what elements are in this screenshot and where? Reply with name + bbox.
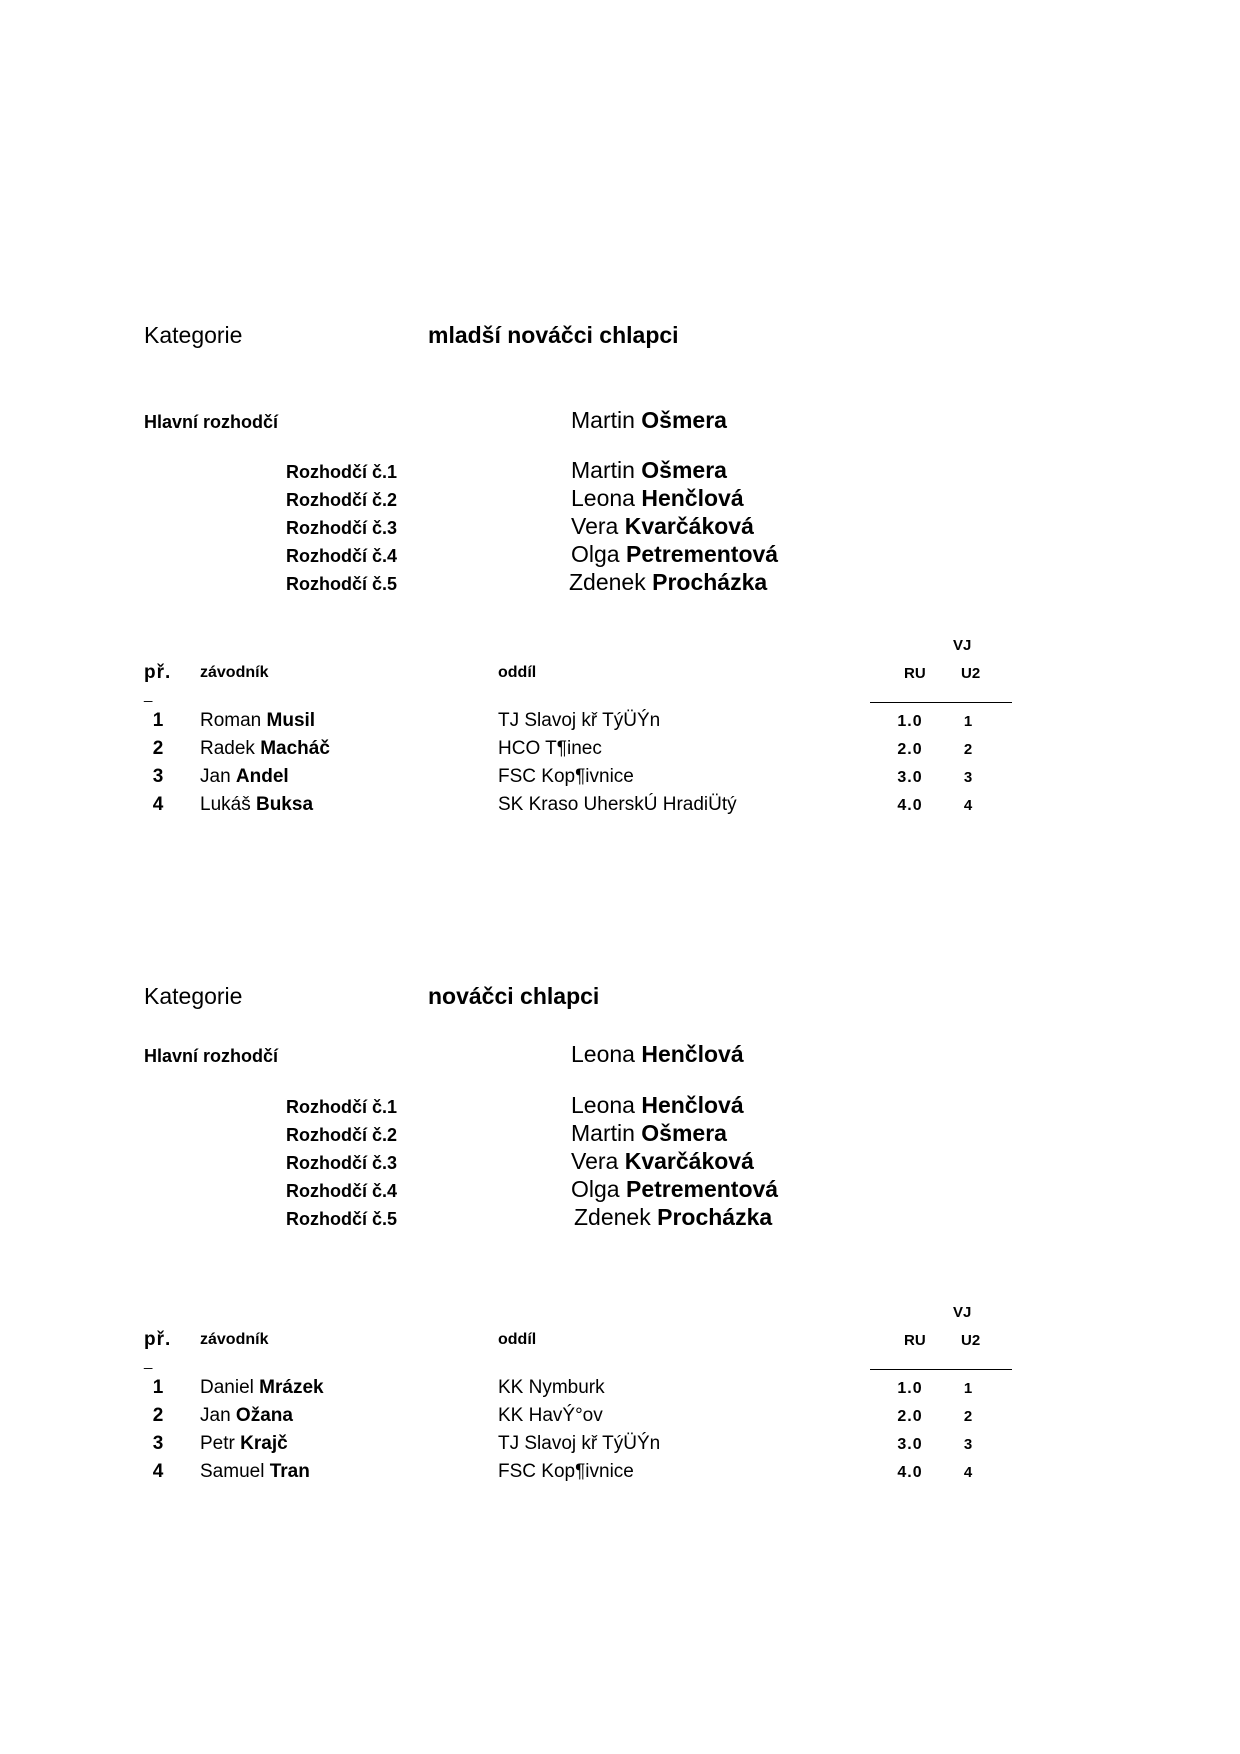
ru-header: RU bbox=[904, 1332, 926, 1349]
row-number: 1 bbox=[152, 1377, 164, 1398]
row-number: 2 bbox=[152, 1405, 164, 1426]
row-number: 1 bbox=[152, 710, 164, 731]
competitor-name: Roman Musil bbox=[200, 710, 316, 731]
poradi-header: př. bbox=[144, 1329, 172, 1350]
judge-name: Olga Petrementová bbox=[571, 1176, 779, 1202]
judge-label: Rozhodčí č.2 bbox=[286, 1125, 398, 1145]
ru-value: 1.0 bbox=[897, 1380, 923, 1397]
oddil-header: oddíl bbox=[498, 1331, 537, 1348]
club-name: SK Kraso UherskÚ HradiÜtý bbox=[498, 794, 737, 815]
judge-name: Olga Petrementová bbox=[571, 541, 779, 567]
vj-header: VJ bbox=[953, 637, 972, 654]
u2-value: 2 bbox=[963, 741, 973, 758]
oddil-header: oddíl bbox=[498, 664, 537, 681]
u2-value: 4 bbox=[963, 1464, 973, 1481]
kategorie-label: Kategorie bbox=[144, 983, 243, 1009]
row-number: 3 bbox=[152, 1433, 164, 1454]
club-name: HCO T¶inec bbox=[498, 738, 602, 759]
club-name: KK Nymburk bbox=[498, 1377, 605, 1398]
u2-value: 4 bbox=[963, 797, 973, 814]
ru-value: 2.0 bbox=[897, 1408, 923, 1425]
judge-label: Rozhodčí č.3 bbox=[286, 518, 398, 538]
row-number: 2 bbox=[152, 738, 164, 759]
judge-label: Rozhodčí č.1 bbox=[286, 462, 398, 482]
competitor-name: Daniel Mrázek bbox=[200, 1377, 324, 1398]
row-number: 4 bbox=[152, 794, 164, 815]
club-name: FSC Kop¶ivnice bbox=[498, 766, 634, 787]
competitor-name: Jan Andel bbox=[200, 766, 289, 787]
judge-label: Rozhodčí č.1 bbox=[286, 1097, 398, 1117]
judge-name: Vera Kvarčáková bbox=[571, 1148, 754, 1174]
judge-label: Rozhodčí č.5 bbox=[286, 1209, 398, 1229]
poradi-header: př. bbox=[144, 662, 172, 683]
row-number: 3 bbox=[152, 766, 164, 787]
judge-name: Leona Henčlová bbox=[571, 485, 744, 511]
ru-value: 4.0 bbox=[897, 797, 923, 814]
u2-header: U2 bbox=[961, 665, 981, 682]
header-rule bbox=[870, 1369, 1012, 1370]
row-number: 4 bbox=[152, 1461, 164, 1482]
dash-mark: _ bbox=[144, 1353, 153, 1370]
judge-name: Zdenek Procházka bbox=[569, 569, 768, 595]
hlavni-rozhodci-label: Hlavní rozhodčí bbox=[144, 1046, 279, 1066]
kategorie-name: mladší nováčci chlapci bbox=[428, 322, 679, 348]
competitor-name: Petr Krajč bbox=[200, 1433, 288, 1454]
judge-label: Rozhodčí č.3 bbox=[286, 1153, 398, 1173]
judge-name: Leona Henčlová bbox=[571, 1092, 744, 1118]
dash-mark: _ bbox=[144, 686, 153, 703]
ru-value: 3.0 bbox=[897, 769, 923, 786]
judge-name: Martin Ošmera bbox=[571, 457, 727, 483]
u2-header: U2 bbox=[961, 1332, 981, 1349]
u2-value: 3 bbox=[963, 1436, 973, 1453]
judge-name: Zdenek Procházka bbox=[574, 1204, 773, 1230]
ru-value: 1.0 bbox=[897, 713, 923, 730]
kategorie-label: Kategorie bbox=[144, 322, 243, 348]
ru-header: RU bbox=[904, 665, 926, 682]
u2-value: 1 bbox=[963, 1380, 973, 1397]
vj-header: VJ bbox=[953, 1304, 972, 1321]
header-rule bbox=[870, 702, 1012, 703]
judge-label: Rozhodčí č.4 bbox=[286, 1181, 398, 1201]
club-name: TJ Slavoj kř TýÜÝn bbox=[498, 710, 661, 731]
judge-label: Rozhodčí č.4 bbox=[286, 546, 398, 566]
hlavni-rozhodci-name: Martin Ošmera bbox=[571, 407, 727, 433]
u2-value: 2 bbox=[963, 1408, 973, 1425]
ru-value: 3.0 bbox=[897, 1436, 923, 1453]
competitor-name: Radek Macháč bbox=[200, 738, 330, 759]
u2-value: 1 bbox=[963, 713, 973, 730]
club-name: KK HavÝ°ov bbox=[498, 1405, 603, 1426]
competitor-name: Samuel Tran bbox=[200, 1461, 310, 1482]
zavodnik-header: závodník bbox=[200, 1331, 269, 1348]
hlavni-rozhodci-label: Hlavní rozhodčí bbox=[144, 412, 279, 432]
judge-label: Rozhodčí č.5 bbox=[286, 574, 398, 594]
judge-name: Martin Ošmera bbox=[571, 1120, 727, 1146]
judge-name: Vera Kvarčáková bbox=[571, 513, 754, 539]
judge-label: Rozhodčí č.2 bbox=[286, 490, 398, 510]
hlavni-rozhodci-name: Leona Henčlová bbox=[571, 1041, 744, 1067]
ru-value: 4.0 bbox=[897, 1464, 923, 1481]
kategorie-name: nováčci chlapci bbox=[428, 983, 600, 1009]
zavodnik-header: závodník bbox=[200, 664, 269, 681]
u2-value: 3 bbox=[963, 769, 973, 786]
ru-value: 2.0 bbox=[897, 741, 923, 758]
club-name: TJ Slavoj kř TýÜÝn bbox=[498, 1433, 661, 1454]
club-name: FSC Kop¶ivnice bbox=[498, 1461, 634, 1482]
competitor-name: Lukáš Buksa bbox=[200, 794, 314, 815]
competitor-name: Jan Ožana bbox=[200, 1405, 293, 1426]
